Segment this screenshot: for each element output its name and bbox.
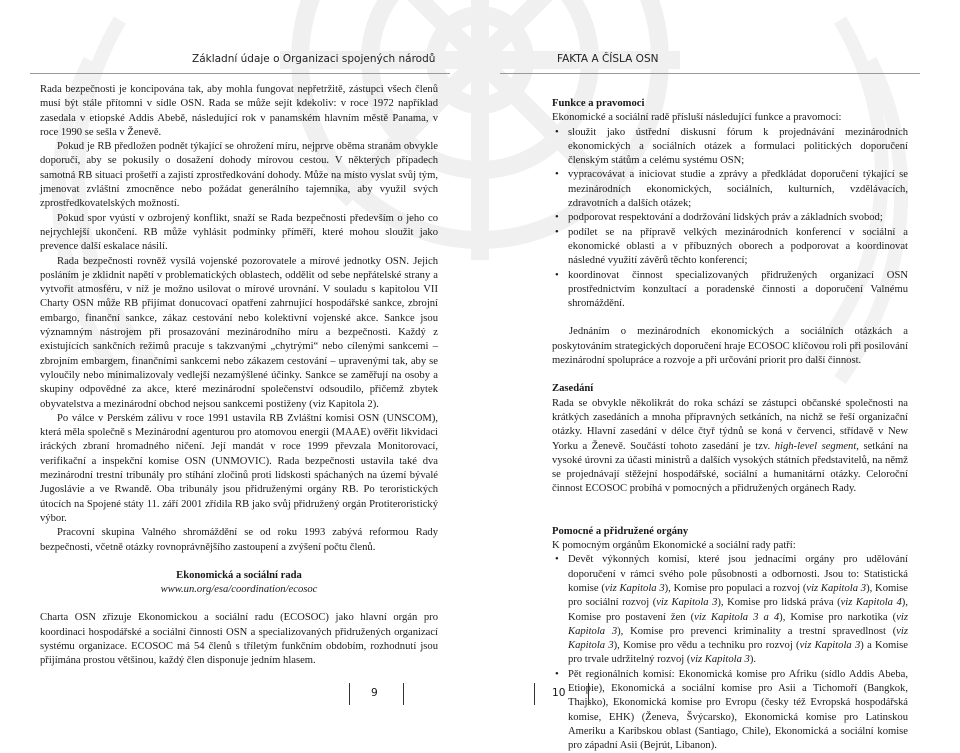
list-item: • sloužit jako ústřední diskusní fórum k projednávání mezinárodních ekonomických a sociálních otázek a formulaci politických doporučení členským státům a celému systému OSN; (552, 126, 908, 169)
list-item: • Pět regionálních komisí: Ekonomická komise pro Afriku (sídlo Addis Abeba, Etiopie), Ekonomická a sociální komise pro Asii a Tichomoří (Bangkok, Thajsko), Ekonomická komise pro Evropu (česky též Evropská hospodářská komise, EHK) (Ženeva, Švýcarsko), Ekonomická komise pro Latinskou Ameriku a Karibskou oblast (Santiago, Chile), Ekonomická a sociální komise pro západní Asii (Bejrút, Libanon). (552, 668, 908, 753)
page-number: 10 (552, 687, 566, 699)
paragraph: Rada bezpečnosti rovněž vysílá vojenské pozorovatele a mírové jednotky OSN. Jejich posláním je zklidnit napětí v problematických oblastech, oddělit od sebe nepřátelské strany a vytvořit atmosféru, v níž je možno usilovat o mírové urovnání. V souladu s kapitolou VII Charty OSN může RB přijímat donucovací opatření zahrnující hospodářské sankce, zbrojní embargo, finanční sankce, zákaz cestování nebo kolektivní vojenské akce. Sankce jsou významným nástrojem při prosazování mezinárodního míru a bezpečnosti. Každý z existujících sankčních režimů pracuje s takzvanými „chytrými“ nebo cílenými sankcemi – zbrojním embargem, finančními sankcemi nebo zákazem cestování – upravenými tak, aby se vyloučily nebo minimalizovaly vedlejší nezamýšlené účinky. Sankce se zaměřují na osoby a skupiny odpovědné za akce, které mezinárodní společenství odsoudilo, přičemž zbytek obyvatelstva a mezinárodní obchod nejsou sankcemi postiženy (viz Kapitola 2). (40, 255, 438, 410)
left-text-column (40, 83, 438, 669)
section-title: Ekonomická a sociální rada (176, 569, 302, 581)
paragraph: Pracovní skupina Valného shromáždění se od roku 1993 zabývá reformou Rady bezpečnosti, včetně otázky rovnoprávnějšího zastoupení a zvýšení počtu členů. (40, 527, 438, 553)
crop-mark (349, 683, 350, 705)
paragraph: Ekonomické a sociální radě přísluší následující funkce a pravomoci: (552, 112, 842, 124)
right-text-column (552, 83, 908, 753)
page-number: 9 (371, 687, 378, 699)
functions-list (552, 126, 908, 312)
list-item: • koordinovat činnost specializovaných přidružených organizací OSN prostřednictvím konzultací a poradenské činnosti a doporučení Valnému shromáždění. (552, 269, 908, 312)
left-page (0, 0, 480, 705)
bodies-list (552, 553, 908, 753)
crop-mark (588, 683, 589, 705)
paragraph: K pomocným orgánům Ekonomické a sociální rady patří: (552, 540, 796, 552)
paragraph: Rada bezpečnosti je koncipována tak, aby mohla fungovat nepřetržitě, zástupci všech členů musí být stále přítomni v sídle OSN. Rada se může sejít kdekoliv: v roce 1972 například zasedala v etiopské Addis Abebě, následující rok v panamském hlavním městě Panama, v roce 1990 se sešla v Ženevě. (40, 84, 438, 138)
list-item: • podporovat respektování a dodržování lidských práv a základních svobod; (552, 211, 908, 225)
paragraph: Charta OSN zřizuje Ekonomickou a sociální radu (ECOSOC) jako hlavní orgán pro koordinaci hospodářské a sociální činnosti OSN a specializovaných přidružených organizací systému organizace. ECOSOC má 54 členů s tříletým funkčním obdobím, rozhodnutí jsou přijímána prostou většinou, každý člen disponuje jedním hlasem. (40, 612, 438, 667)
list-item: • vypracovávat a iniciovat studie a zprávy a předkládat doporučení týkající se mezinárodních ekonomických, sociálních, kulturních, vzdělávacích, zdravotních a dalších otázek; (552, 168, 908, 211)
section-heading: Funkce a pravomoci (552, 98, 645, 109)
paragraph: Pokud je RB předložen podnět týkající se ohrožení míru, nejprve oběma stranám obvykle doporučí, aby se pokusily o dosažení dohody mírovou cestou. V některých případech samotná RB situaci prošetří a zajistí zprostředkování dohody. Může na místo vyslat svůj tým, jmenovat zvláštní zmocněnce nebo požádat generálního tajemníka, aby využil svých zprostředkovatelských možností. (40, 141, 438, 210)
list-item: • podílet se na přípravě velkých mezinárodních konferencí v sociální a ekonomické oblasti a v příbuzných oborech a podporovat a koordinovat následné využití závěrů těchto konferencí; (552, 226, 908, 269)
crop-mark (534, 683, 535, 705)
header-rule (500, 73, 920, 74)
right-page (480, 0, 960, 752)
paragraph: Pokud spor vyústí v ozbrojený konflikt, snaží se Rada bezpečnosti především o jeho co nejrychlejší ukončení. RB může vyhlásit podmínky příměří, které mohou sloužit jako prevence další eskalace násilí. (40, 212, 438, 253)
header-rule (30, 73, 450, 74)
paragraph: Po válce v Perském zálivu v roce 1991 ustavila RB Zvláštní komisi OSN (UNSCOM), která měla společně s Mezinárodní agenturou pro atomovou energii (MAAE) ověřit likvidaci iráckých zbraní hromadného ničení. Její mandát v roce 1999 převzala Monitorovací, verifikační a inspekční komise OSN (UNMOVIC). Rada bezpečnosti ustavila také dva mezinárodní trestní tribunály pro stíhání zločinů proti lidskosti spáchaných na území bývalé Jugoslávie a ve Rwandě. Oba tribunály jsou přidruženými orgány RB. Po teroristických útocích na Spojené státy 11. září 2001 zřídila RB jako svůj přidružený orgán Protiteroristický výbor. (40, 412, 438, 524)
list-item: • Devět výkonných komisí, které jsou jednacími orgány pro udělování doporučení v rámci svého pole působnosti a odbornosti. Jsou to: Statistická komise (viz Kapitola 3), Komise pro populaci a rozvoj (viz Kapitola 3), Komise pro sociální rozvoj (viz Kapitola 3), Komise pro lidská práva (viz Kapitola 4), Komise pro postavení žen (viz Kapitola 3 a 4), Komise pro narkotika (viz Kapitola 3), Komise pro prevenci kriminality a trestní spravedlnost (viz Kapitola 3), Komise pro vědu a techniku pro rozvoj (viz Kapitola 3) a Komise pro trvale udržitelný rozvoj (viz Kapitola 3). (552, 553, 908, 667)
running-header: FAKTA A ČÍSLA OSN (557, 53, 659, 65)
crop-mark (403, 683, 404, 705)
paragraph: Rada se obvykle několikrát do roka schází se zástupci občanské společnosti na krátkých zasedáních a mnoha přípravných setkáních, na nichž se řeší organizační otázky. Hlavní zasedání v délce čtyř týdnů se koná v červenci, střídavě v New Yorku a Ženevě. Součástí tohoto zasedání je tzv. high-level segment, setkání na vysoké úrovni za účasti ministrů a dalších vysokých státních představitelů, na němž se projednávají stěžejní hospodářské, sociální a humanitární otázky. Celoroční činnost ECOSOC probíhá v pomocných a přidružených orgánech Rady. (552, 397, 908, 495)
section-heading: Zasedání (552, 383, 594, 395)
paragraph: Jednáním o mezinárodních ekonomických a sociálních otázkách a poskytováním strategických doporučení hraje ECOSOC klíčovou roli při posilování mezinárodní spolupráce a rozvoje a při určování priorit pro další činnost. (552, 326, 909, 367)
section-url[interactable]: www.un.org/esa/coordination/ecosoc (160, 584, 318, 596)
section-heading: Pomocné a přidružené orgány (552, 525, 689, 537)
running-header: Základní údaje o Organizaci spojených národů (192, 53, 436, 65)
